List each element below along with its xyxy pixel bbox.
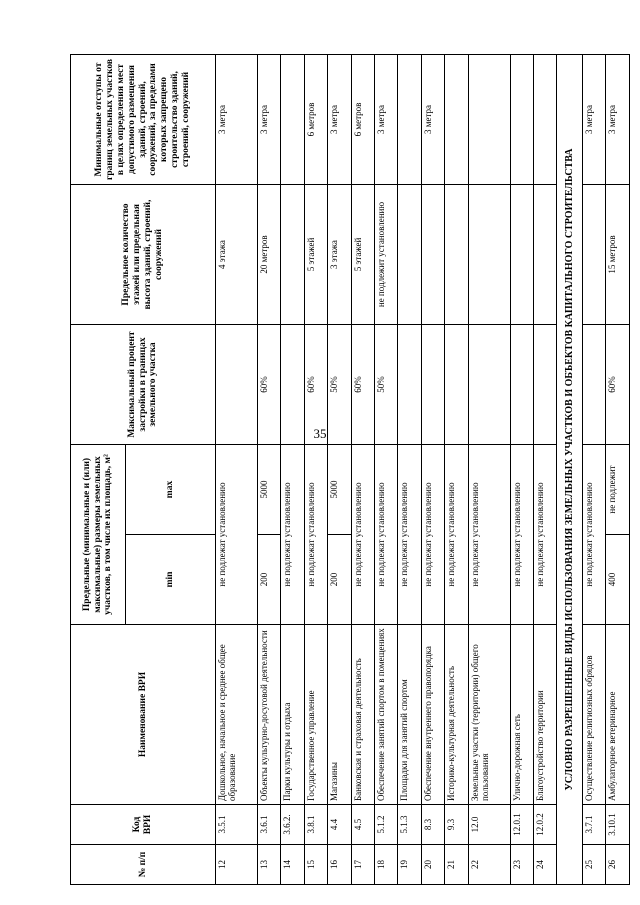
row-offsets: 3 метра [606,55,630,185]
row-name: Осуществление религиозных обрядов [582,625,605,805]
table-row [445,55,468,885]
row-code: 5.1.3 [398,805,421,845]
row-sizes-merged: не подлежат установлению [421,445,444,625]
row-sizes-merged: не подлежат установлению [445,445,468,625]
row-sizes-merged: не подлежат установлению [582,445,605,625]
row-name: Амбулаторное ветеринарное [606,625,630,805]
row-sizes-merged: не подлежат установлению [510,445,533,625]
header-number: № п/п [71,845,216,885]
header-max: max [126,445,216,535]
row-number: 24 [534,845,557,885]
row-number: 12 [216,845,258,885]
row-max: не подлежит [606,445,630,535]
table-body [216,55,630,885]
table-row [534,55,557,885]
header-floors: Предельное количество этажей или предельная высота зданий, строений, сооружений [71,185,216,325]
row-offsets [445,55,468,185]
row-name: Государственное управление [304,625,327,805]
rotated-table-wrapper [70,55,630,885]
row-number: 23 [510,845,533,885]
row-name: Улично-дорожная сеть [510,625,533,805]
row-percent [468,325,510,445]
header-plot-sizes: Предельные (минимальные и (или) максимальные) размеры земельных участков, в том числе их площадь, м² [71,445,126,625]
row-name: Земельные участки (территории) общего пользования [468,625,510,805]
row-min: 400 [606,535,630,625]
row-sizes-merged: не подлежат установлению [281,445,304,625]
row-offsets [510,55,533,185]
row-offsets: 3 метра [257,55,280,185]
header-max-percent: Максимальный процент застройки в границах земельного участка [71,325,216,445]
table-row [606,55,630,885]
row-percent [582,325,605,445]
row-percent: 50% [328,325,351,445]
row-number: 26 [606,845,630,885]
row-floors: 15 метров [606,185,630,325]
row-percent [281,325,304,445]
row-floors: 4 этажа [216,185,258,325]
row-min: 200 [328,535,351,625]
row-code: 12.0.2 [534,805,557,845]
row-percent: 60% [257,325,280,445]
table-row [510,55,533,885]
row-number: 18 [375,845,398,885]
row-code: 3.6.1 [257,805,280,845]
row-number: 14 [281,845,304,885]
table-row [398,55,421,885]
page-number: 35 [313,426,327,441]
row-number: 13 [257,845,280,885]
row-floors [534,185,557,325]
table-row [421,55,444,885]
row-offsets: 3 метра [328,55,351,185]
row-percent: 60% [351,325,374,445]
row-number: 21 [445,845,468,885]
table-row [468,55,510,885]
header-code: Код ВРИ [71,805,216,845]
row-offsets: 3 метра [421,55,444,185]
row-code: 4.4 [328,805,351,845]
row-name: Историко-культурная деятельность [445,625,468,805]
row-percent [398,325,421,445]
row-code: 5.1.2 [375,805,398,845]
row-code: 8.3 [421,805,444,845]
row-percent [216,325,258,445]
row-percent [534,325,557,445]
table-row [281,55,304,885]
row-floors: 5 этажей [304,185,327,325]
row-offsets [398,55,421,185]
table-row [328,55,351,885]
row-floors [510,185,533,325]
table-row [351,55,374,885]
row-code: 3.10.1 [606,805,630,845]
rotated-table-container [70,55,630,885]
row-percent [510,325,533,445]
row-sizes-merged: не подлежат установлению [375,445,398,625]
row-floors: 20 метров [257,185,280,325]
row-code: 12.0.1 [510,805,533,845]
row-name: Парки культуры и отдыха [281,625,304,805]
row-max: 5000 [328,445,351,535]
row-offsets: 6 метров [351,55,374,185]
table-row [375,55,398,885]
row-code: 9.3 [445,805,468,845]
row-name: Объекты культурно-досуговой деятельности [257,625,280,805]
row-code: 12.0 [468,805,510,845]
row-code: 3.7.1 [582,805,605,845]
row-name: Благоустройство территории [534,625,557,805]
row-number: 19 [398,845,421,885]
row-floors [582,185,605,325]
row-number: 17 [351,845,374,885]
row-percent [421,325,444,445]
row-number: 15 [304,845,327,885]
row-code: 3.6.2. [281,805,304,845]
row-number: 22 [468,845,510,885]
row-percent: 60% [606,325,630,445]
row-sizes-merged: не подлежат установлению [216,445,258,625]
row-name: Банковская и страховая деятельность [351,625,374,805]
row-floors [421,185,444,325]
row-code: 3.8.1 [304,805,327,845]
row-percent: 60% [304,325,327,445]
row-floors: 3 этажа [328,185,351,325]
row-floors [281,185,304,325]
row-sizes-merged: не подлежат установлению [398,445,421,625]
row-offsets: 6 метров [304,55,327,185]
row-name: Площадки для занятий спортом [398,625,421,805]
row-number: 25 [582,845,605,885]
row-sizes-merged: не подлежат установлению [351,445,374,625]
row-percent: 50% [375,325,398,445]
row-code: 3.5.1 [216,805,258,845]
row-name: Магазины [328,625,351,805]
row-floors: 5 этажей [351,185,374,325]
table-row [582,55,605,885]
table-row [216,55,258,885]
row-max: 5000 [257,445,280,535]
zoning-regulations-table [70,54,630,885]
section-title: УСЛОВНО РАЗРЕШЕННЫЕ ВИДЫ ИСПОЛЬЗОВАНИЯ ЗЕМЕЛЬНЫХ УЧАСТКОВ И ОБЪЕКТОВ КАПИТАЛЬНОГО СТРОИТЕЛЬСТВА [557,55,583,885]
row-floors [445,185,468,325]
row-name: Дошкольное, начальное и среднее общее образование [216,625,258,805]
table-row [304,55,327,885]
row-offsets [281,55,304,185]
row-offsets [468,55,510,185]
row-sizes-merged: не подлежат установлению [304,445,327,625]
row-name: Обеспечение занятий спортом в помещениях [375,625,398,805]
header-min: min [126,535,216,625]
row-offsets [534,55,557,185]
row-offsets: 3 метра [216,55,258,185]
row-code: 4.5 [351,805,374,845]
row-sizes-merged: не подлежат установлению [468,445,510,625]
header-offsets: Минимальные отступы от границ земельных участков в целях определения мест допустимого размещения зданий, строений, сооружений, за пределами которых запрещено строительство зданий, строений, сооружений [71,55,216,185]
row-floors [398,185,421,325]
row-offsets: 3 метра [375,55,398,185]
row-floors [468,185,510,325]
row-number: 16 [328,845,351,885]
row-floors: не подлежит установлению [375,185,398,325]
row-number: 20 [421,845,444,885]
row-name: Обеспечение внутреннего правопорядка [421,625,444,805]
row-sizes-merged: не подлежат установлению [534,445,557,625]
row-offsets: 3 метра [582,55,605,185]
row-min: 200 [257,535,280,625]
row-percent [445,325,468,445]
header-name: Наименование ВРИ [71,625,216,805]
section-row [557,55,583,885]
table-row [257,55,280,885]
